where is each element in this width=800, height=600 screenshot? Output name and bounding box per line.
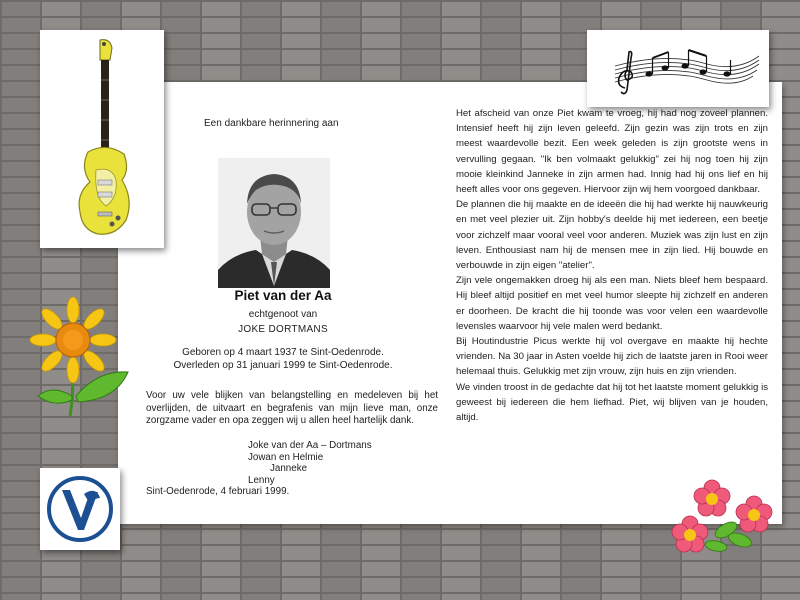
picus-logo-icon — [40, 468, 120, 550]
logo-card — [40, 468, 120, 550]
flower-3 — [672, 516, 708, 552]
memorial-paragraph: Zijn vele ongemakken droeg hij als een man. Niets bleef hem bespaard. Hij bleef altijd positief en met veel humor sleepte hij zichzelf en anderen er doorheen. De kracht die hij toonde was voor velen een waardevolle levensles waarvoor hij vele malen werd bedankt. — [456, 275, 768, 332]
left-page — [118, 82, 448, 524]
deceased-name: Piet van der Aa — [234, 288, 332, 303]
place-and-date: Sint-Oedenrode, 4 februari 1999. — [146, 486, 290, 497]
guitar-icon — [40, 30, 164, 248]
memorial-card — [118, 82, 782, 524]
memorial-paragraph: De plannen die hij maakte en de ideeën die hij had werkte hij nauwkeurig en met veel plezier uit. Zijn hobby's deelde hij met iedereen, een beetje voor zichzelf maar vooral veel voor anderen. Muziek was zijn lust en zijn leven. Enthousiast nam hij de mensen mee in zijn lied. Hij bouwde en verbouwde in zijn eigen "atelier". — [456, 199, 768, 272]
guitar-photo-card — [40, 30, 164, 248]
sunflower-decoration — [28, 292, 138, 420]
flower-2 — [736, 496, 772, 532]
memorial-paragraph: Het afscheid van onze Piet kwam te vroeg, hij had nog zoveel plannen. Intensief heeft hij zijn leven geleefd. Zijn gezin was zijn trots en zijn meest waardevolle bezit. Een week geleden is zijn grootste wens in vervulling gegaan. "Ik ben volmaakt gelukkig" zei hij nog toen hij zijn mooie kleinkind Janneke in zijn armen had. Innig had hij ons lief en hij heeft alles voor ons gegeven. Hiervoor zijn wij hem voorgoed dankbaar. — [456, 108, 768, 196]
thank-you-text: Voor uw vele blijken van belangstelling en medeleven bij het overlijden, de uitvaart en begrafenis van mijn lieve man, onze zorgzame vader en opa zeggen wij u allen heel hartelijk dank. — [146, 390, 438, 426]
birth-date: Geboren op 4 maart 1937 te Sint-Oedenrode. — [182, 347, 384, 358]
music-notes-icon — [587, 30, 769, 107]
right-page — [456, 106, 768, 425]
pink-flowers-decoration — [668, 478, 780, 568]
spouse-name: JOKE DORTMANS — [238, 324, 328, 335]
signers-list — [248, 440, 372, 486]
memorial-paragraph: We vinden troost in de gedachte dat hij tot het laatste moment gelukkig is geweest bij iedereen die hem liefhad. Piet, wij blijven van je houden, altijd. — [456, 381, 768, 424]
portrait-photo — [218, 158, 330, 288]
signer: Joke van der Aa – Dortmans — [248, 440, 372, 451]
portrait-image — [218, 158, 330, 288]
sunflower-icon — [28, 292, 138, 420]
life-dates — [118, 347, 448, 372]
spouse-label: echtgenoot van — [248, 309, 318, 320]
death-date: Overleden op 31 januari 1999 te Sint-Oedenrode. — [173, 359, 393, 371]
intro-text: Een dankbare herinnering aan — [204, 118, 339, 129]
music-notes-card — [587, 30, 769, 107]
flower-1 — [694, 480, 730, 516]
signer: Lenny — [248, 474, 275, 486]
signer: Janneke — [270, 463, 308, 474]
memorial-paragraph: Bij Houtindustrie Picus werkte hij vol overgave en maakte hij hechte vrienden. Na 30 jaar in Asten voelde hij zich de laatste jaren in Rooi weer helemaal thuis. Gelukkig met zijn vrouw, zijn huis en zijn vrienden. — [456, 336, 768, 378]
flowers-icon — [668, 478, 780, 568]
signer: Jowan en Helmie — [248, 451, 324, 463]
